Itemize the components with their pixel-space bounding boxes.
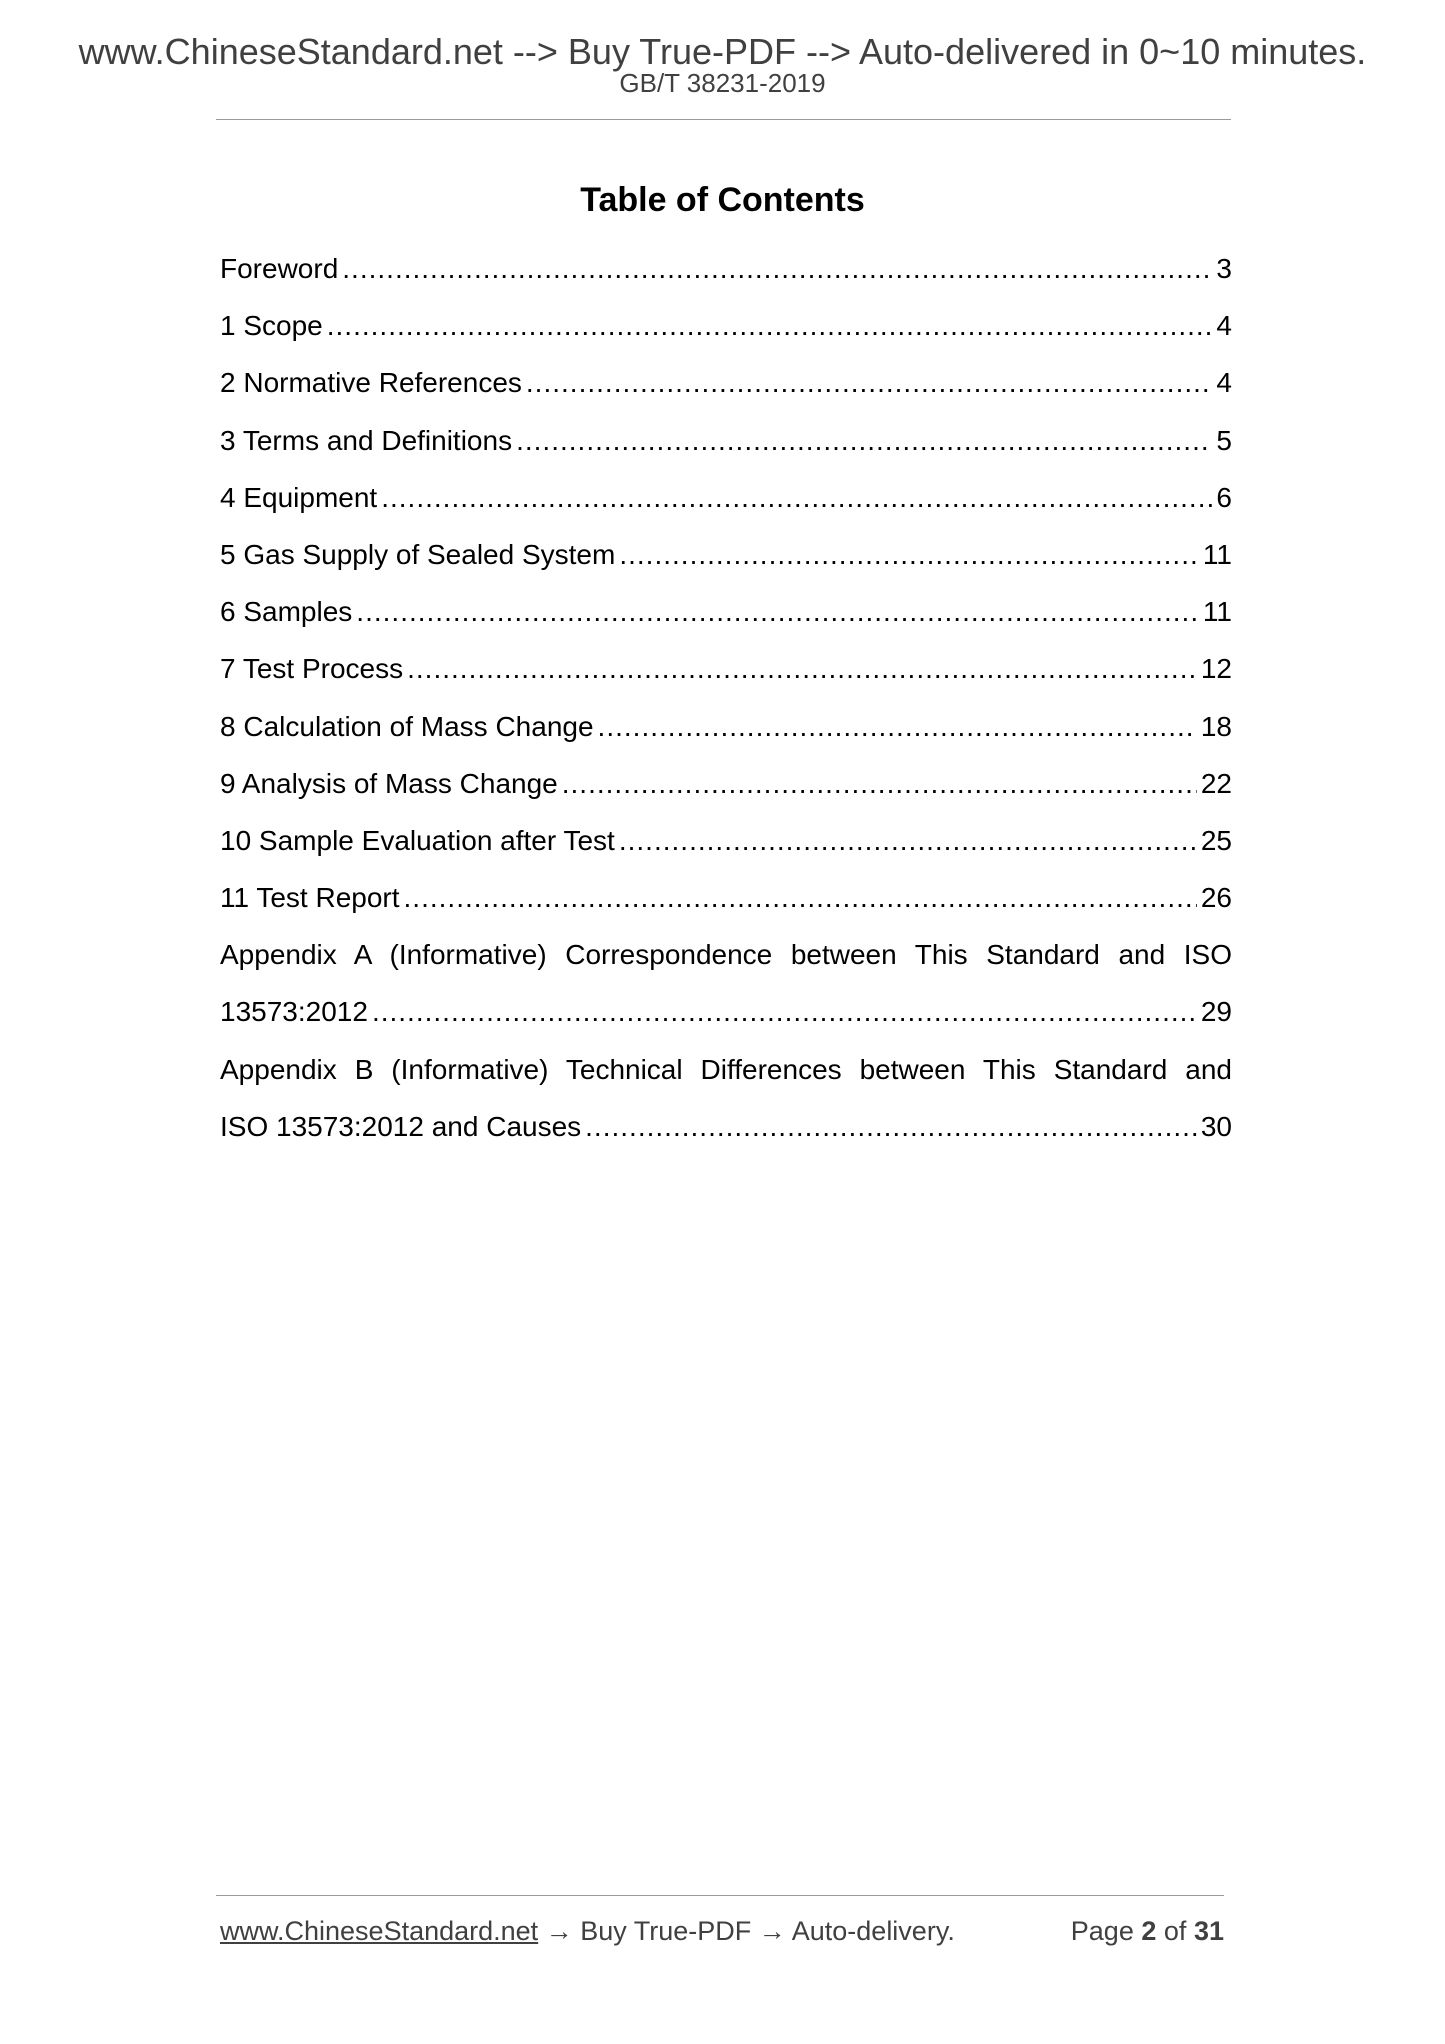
toc-entry-page: 4 [1216, 310, 1232, 342]
toc-entry-label: Appendix A (Informative) Correspondence between This Standard and ISO [220, 939, 1232, 971]
toc-entry-page: 3 [1216, 253, 1232, 284]
toc-entry-calculation-mass-change[interactable] [220, 707, 1232, 764]
current-page-number: 2 [1141, 1916, 1157, 1946]
toc-entry-scope[interactable] [220, 306, 1232, 363]
toc-entry-appendix-a-line1[interactable] [220, 935, 1232, 992]
footer-site-link[interactable]: www.ChineseStandard.net [220, 1916, 539, 1946]
dot-leader [356, 592, 1199, 632]
toc-entry-page: 30 [1200, 1110, 1232, 1142]
footer-divider [216, 1895, 1224, 1896]
toc-entry-samples[interactable] [220, 592, 1232, 649]
toc-entry-label: 3 Terms and Definitions [220, 424, 513, 456]
dot-leader [516, 421, 1212, 461]
toc-entry-page: 22 [1200, 767, 1232, 799]
page-indicator [1071, 1918, 1224, 1945]
toc-entry-page: 5 [1216, 424, 1232, 456]
page-prefix: Page [1070, 1916, 1134, 1946]
total-pages-number: 31 [1193, 1916, 1224, 1946]
toc-entry-test-report[interactable] [220, 878, 1232, 935]
toc-entry-label: 1 Scope [220, 310, 323, 342]
toc-entry-gas-supply[interactable] [220, 535, 1232, 592]
toc-entry-label: 10 Sample Evaluation after Test [220, 824, 615, 856]
toc-entry-label: 7 Test Process [220, 653, 404, 685]
dot-leader [598, 707, 1197, 747]
dot-leader [404, 878, 1197, 918]
toc-entry-page: 18 [1200, 710, 1232, 742]
toc-entry-page: 12 [1200, 653, 1232, 685]
toc-entry-page: 29 [1200, 996, 1232, 1028]
toc-entry-label: 2 Normative References [220, 367, 522, 399]
page-of-label: of [1163, 1916, 1187, 1946]
dot-leader [381, 478, 1212, 518]
dot-leader [342, 249, 1212, 289]
dot-leader [372, 992, 1197, 1032]
dot-leader [327, 306, 1213, 346]
document-code: GB/T 38231-2019 [619, 68, 826, 98]
toc-entry-test-process[interactable] [220, 649, 1232, 706]
dot-leader [407, 649, 1197, 689]
toc-entry-appendix-a-line2[interactable] [220, 992, 1232, 1049]
toc-entry-label: 11 Test Report [220, 882, 400, 914]
toc-entry-page: 6 [1216, 481, 1232, 513]
toc-entry-label: 13573:2012 [220, 996, 368, 1028]
toc-entry-label: ISO 13573:2012 and Causes [220, 1110, 582, 1142]
header-banner: www.ChineseStandard.net --> Buy True-PDF --> Auto-delivered in 0~10 minutes. [78, 31, 1367, 72]
toc-entry-label: Foreword [220, 253, 339, 284]
toc-entry-page: 11 [1202, 538, 1232, 570]
toc-entry-page: 11 [1202, 596, 1232, 628]
footer-tagline: → Buy True-PDF → Auto-delivery. [538, 1916, 955, 1946]
header-divider [216, 119, 1231, 120]
toc-entry-sample-evaluation[interactable] [220, 821, 1232, 878]
toc-entry-terms-definitions[interactable] [220, 421, 1232, 478]
toc-entry-page: 26 [1200, 882, 1232, 914]
toc-entry-label: Appendix B (Informative) Technical Differences between This Standard and [220, 1053, 1232, 1085]
toc-entry-label: 9 Analysis of Mass Change [220, 767, 558, 799]
dot-leader [562, 764, 1197, 804]
toc-title: Table of Contents [580, 181, 865, 219]
toc-entry-analysis-mass-change[interactable] [220, 764, 1232, 821]
toc-entry-label: 6 Samples [220, 596, 353, 628]
dot-leader [585, 1107, 1197, 1147]
toc-entry-page: 25 [1200, 824, 1232, 856]
page-footer [220, 1918, 1224, 1945]
dot-leader [619, 821, 1197, 861]
toc-entry-label: 8 Calculation of Mass Change [220, 710, 594, 742]
toc-entry-label: 4 Equipment [220, 481, 378, 513]
toc-entry-foreword[interactable] [220, 249, 1232, 306]
toc-entry-page: 4 [1216, 367, 1232, 399]
toc-entry-label: 5 Gas Supply of Sealed System [220, 538, 616, 570]
dot-leader [526, 363, 1213, 403]
toc-entry-equipment[interactable] [220, 478, 1232, 535]
table-of-contents [220, 249, 1232, 1164]
toc-entry-appendix-b-line2[interactable] [220, 1107, 1232, 1164]
toc-entry-appendix-b-line1[interactable] [220, 1050, 1232, 1107]
dot-leader [619, 535, 1199, 575]
toc-entry-normative-references[interactable] [220, 363, 1232, 420]
